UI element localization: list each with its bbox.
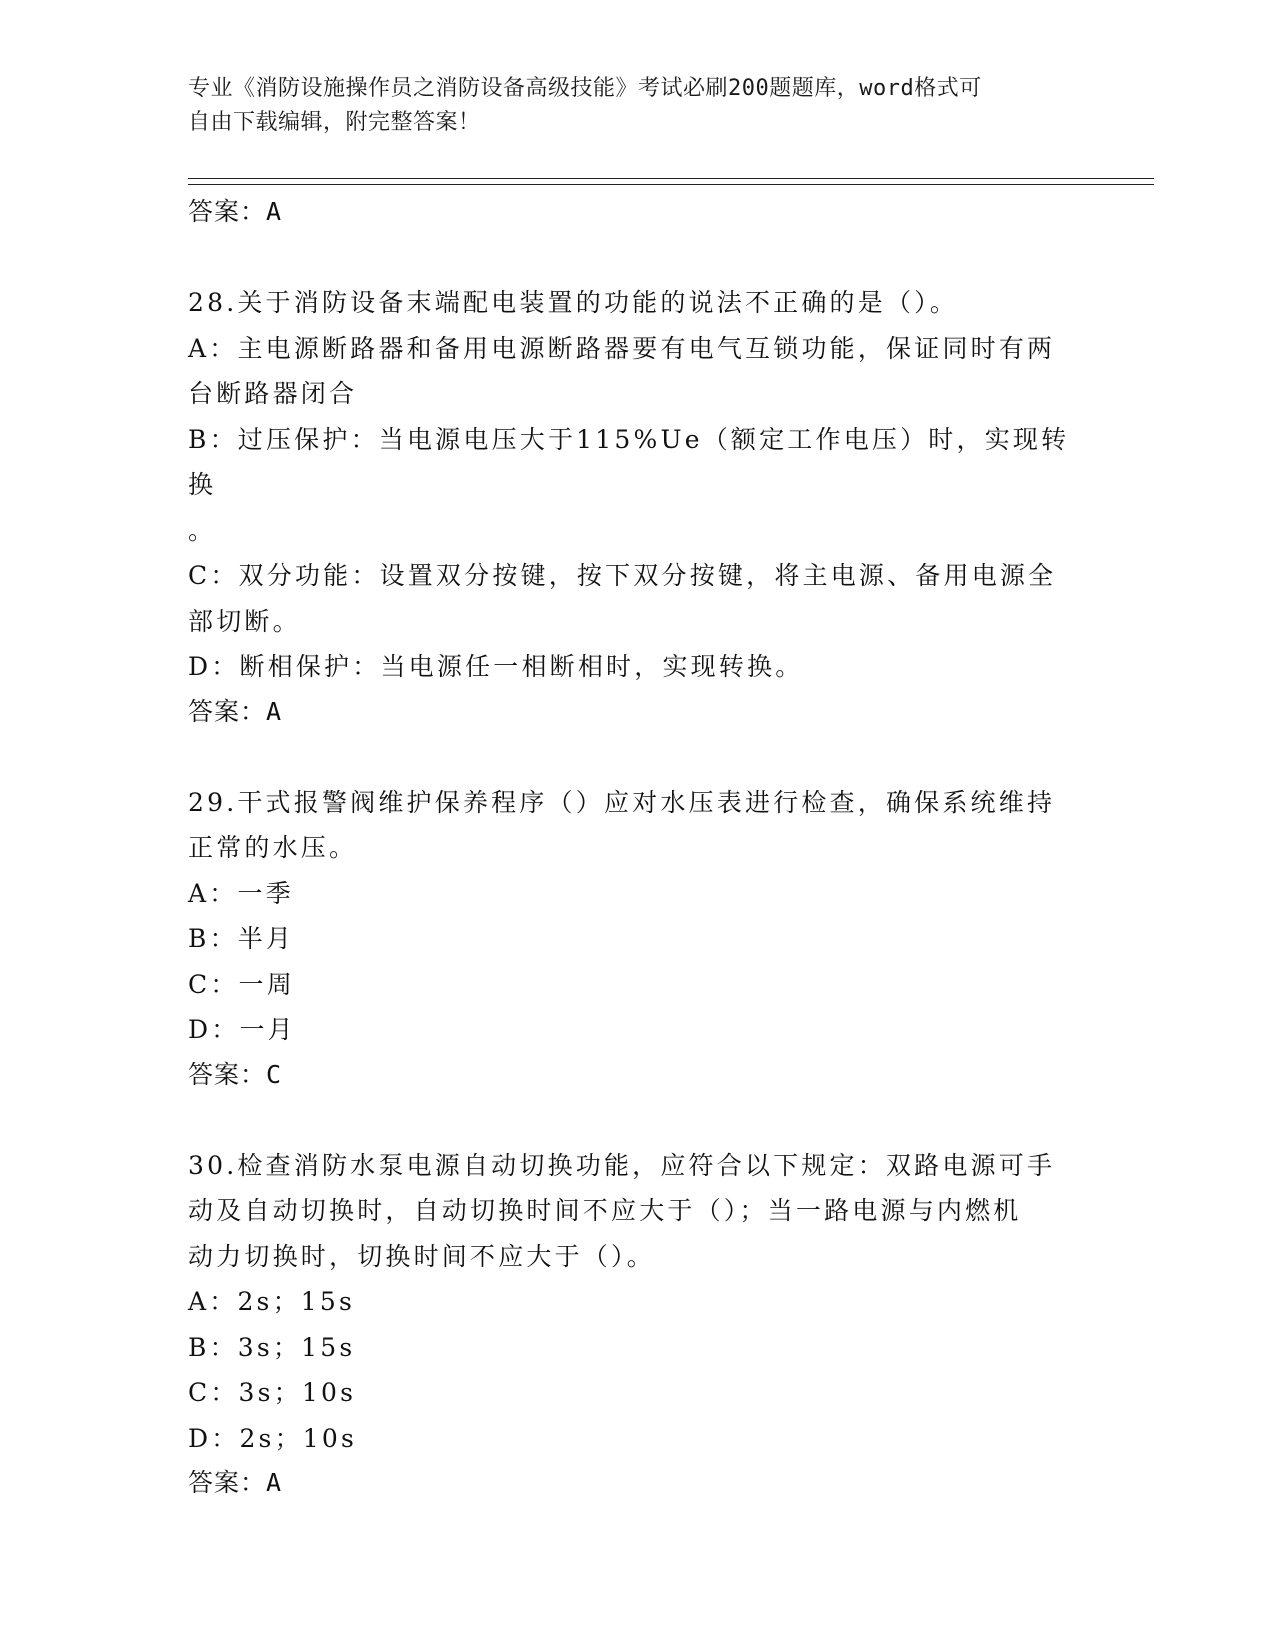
question-28-option-b-cont: 。 (188, 515, 217, 545)
question-30-stem-cont-2: 动力切换时，切换时间不应大于（）。 (188, 1241, 655, 1271)
spacer (188, 234, 1088, 280)
question-28-option-c-cont: 部切断。 (188, 606, 301, 636)
question-30-option-b: B：3s；15s (188, 1332, 356, 1362)
previous-answer: 答案：A (188, 197, 283, 226)
header-line-2: 自由下载编辑，附完整答案！ (188, 110, 481, 135)
question-28-option-a: A：主电源断路器和备用电源断路器要有电气互锁功能，保证同时有两 (188, 333, 1056, 363)
question-28-answer: 答案：A (188, 696, 283, 726)
question-28 (188, 280, 1088, 734)
question-30-answer: 答案：A (188, 1468, 283, 1497)
question-29-option-a: A：一季 (188, 878, 294, 908)
document-body (188, 190, 1088, 1505)
question-28-option-a-cont: 台断路器闭合 (188, 379, 358, 408)
question-29-stem: 29.干式报警阀维护保养程序（）应对水压表进行检查，确保系统维持 (188, 787, 1056, 817)
question-30-option-d: D：2s；10s (188, 1423, 358, 1453)
header-divider (188, 178, 1154, 185)
question-29-option-b: B：半月 (188, 924, 295, 953)
question-28-option-b: B：过压保护：当电源电压大于115%Ue（额定工作电压）时，实现转换 (188, 424, 1070, 499)
header-line-1: 专业《消防设施操作员之消防设备高级技能》考试必刷200题题库，word格式可 (188, 76, 982, 101)
spacer (188, 734, 1088, 780)
question-30-option-c: C：3s；10s (188, 1378, 357, 1407)
spacer (188, 1097, 1088, 1143)
question-29-stem-cont: 正常的水压。 (188, 833, 358, 862)
question-30 (188, 1143, 1088, 1506)
question-30-stem: 30.检查消防水泵电源自动切换功能，应符合以下规定：双路电源可手 (188, 1150, 1056, 1180)
question-29 (188, 780, 1088, 1097)
document-header (188, 72, 1068, 140)
question-28-option-d: D：断相保护：当电源任一相断相时，实现转换。 (188, 652, 804, 681)
question-30-stem-cont-1: 动及自动切换时，自动切换时间不应大于（）；当一路电源与内燃机 (188, 1196, 1022, 1225)
question-30-option-a: A：2s；15s (188, 1287, 356, 1316)
question-28-stem: 28.关于消防设备末端配电装置的功能的说法不正确的是（）。 (188, 288, 959, 317)
question-29-option-c: C：一周 (188, 969, 295, 999)
question-29-answer: 答案：C (188, 1059, 283, 1089)
question-29-option-d: D：一月 (188, 1015, 296, 1044)
question-28-option-c: C：双分功能：设置双分按键，按下双分按键，将主电源、备用电源全 (188, 561, 1057, 590)
